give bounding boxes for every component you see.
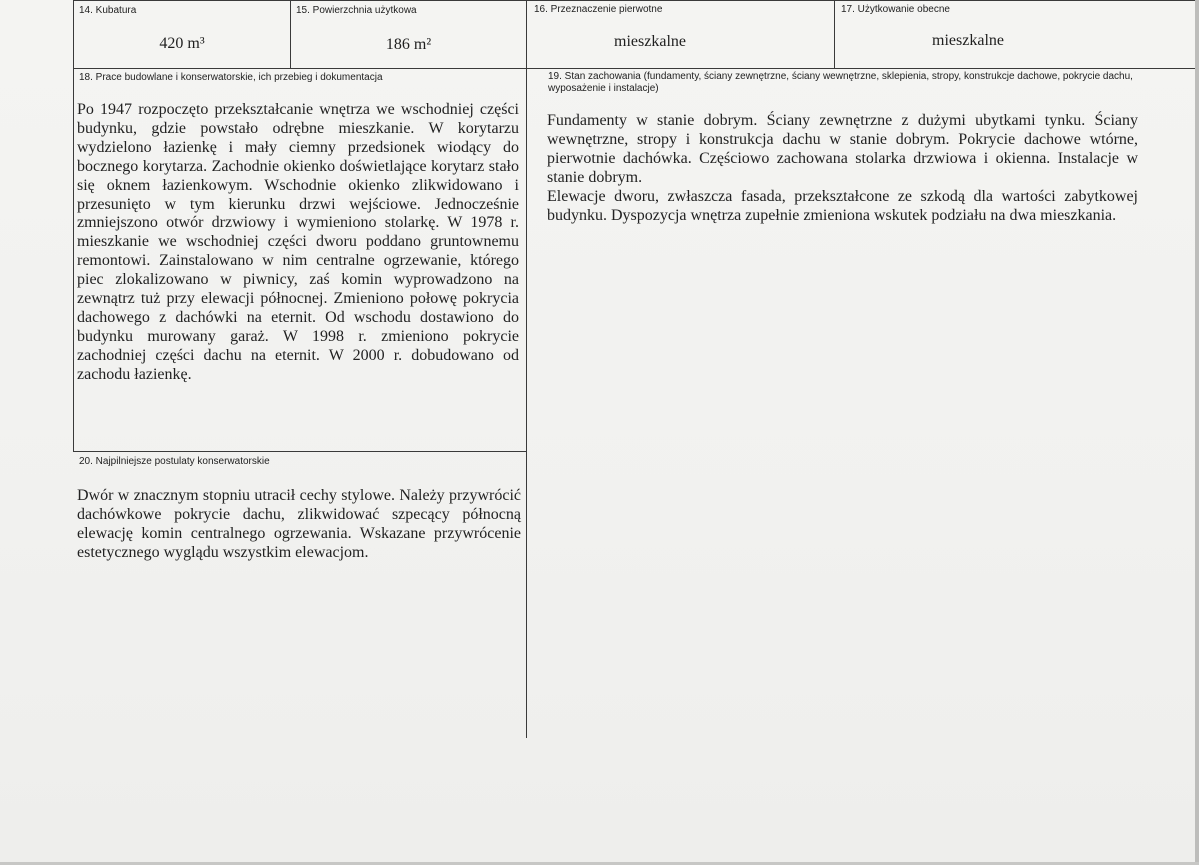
przeznaczenie-label: 16. Przeznaczenie pierwotne xyxy=(534,4,663,15)
przeznaczenie-value: mieszkalne xyxy=(614,33,686,50)
top-border xyxy=(73,0,1199,1)
stan-paragraph-2: Elewacje dworu, zwłaszcza fasada, przekształcone ze szkodą dla wartości zabytkowej budynku. Dyspozycja wnętrza zupełnie zmieniona wskutek podziału na dwa mieszkania. xyxy=(547,187,1138,224)
uzytkowanie-label: 17. Użytkowanie obecne xyxy=(841,4,950,15)
prace-label: 18. Prace budowlane i konserwatorskie, ich przebieg i dokumentacja xyxy=(79,72,383,83)
prace-text: Po 1947 rozpoczęto przekształcanie wnętrza we wschodniej części budynku, gdzie powstało odrębne mieszkanie. W korytarzu wydzielono łazienkę i mały ciemny przedsionek wiodący do bocznego korytarza. Zachodnie okienko doświetlające korytarz stało się oknem łazienkowym. Wschodnie okienko zlikwidowano i przesunięto w tym kierunku drzwi wejściowe. Jednocześnie zmniejszono otwór drzwiowy i wymieniono stolarkę. W 1978 r. mieszkanie we wschodniej części dworu poddano gruntownemu remontowi. Zainstalowano w nim centralne ogrzewanie, którego piec zlokalizowano w piwnicy, zaś komin wyprowadzono na zewnątrz tuż przy elewacji północnej. Zmieniono połowę pokrycia dachowego z dachówki na eternit. Od wschodu dostawiono do budynku murowany garaż. W 1998 r. zmieniono pokrycie zachodniej części dachu na eternit. W 2000 r. dobudowano od zachodu łazienkę. xyxy=(77,101,519,383)
scan-edge-right xyxy=(1195,0,1199,865)
uzytkowanie-value: mieszkalne xyxy=(932,32,1004,49)
postulaty-label: 20. Najpilniejsze postulaty konserwatorskie xyxy=(79,456,270,467)
center-divider xyxy=(526,0,527,738)
postulaty-text: Dwór w znacznym stopniu utracił cechy stylowe. Należy przywrócić dachówkowe pokrycie dachu, zlikwidować szpecący północną elewację komin centralnego ogrzewania. Wskazane przywrócenie estetycznego wyglądu wszystkim elewacjom. xyxy=(77,487,521,561)
section18-20-divider xyxy=(73,451,526,452)
row1-divider xyxy=(73,68,1199,69)
powierzchnia-label: 15. Powierzchnia użytkowa xyxy=(296,5,417,16)
stan-paragraph-1: Fundamenty w stanie dobrym. Ściany zewnętrzne z dużymi ubytkami tynku. Ściany wewnętrzne, stropy i konstrukcja dachu w stanie dobrym. Pokrycie dachowe wtórne, pierwotnie dachówka. Częściowo zachowana stolarka drzwiowa i okienna. Instalacje w stanie dobrym. xyxy=(547,112,1138,186)
col14-15-divider xyxy=(290,0,291,68)
kubatura-value: 420 m³ xyxy=(159,35,205,52)
kubatura-label: 14. Kubatura xyxy=(79,5,137,16)
powierzchnia-value: 186 m² xyxy=(385,36,432,53)
stan-text xyxy=(547,112,1138,225)
stan-label: 19. Stan zachowania (fundamenty, ściany zewnętrzne, ściany wewnętrzne, sklepienia, stropy, konstrukcje dachowe, pokrycie dachu, wyposażenie i instalacje) xyxy=(548,71,1133,94)
left-border xyxy=(73,0,74,451)
